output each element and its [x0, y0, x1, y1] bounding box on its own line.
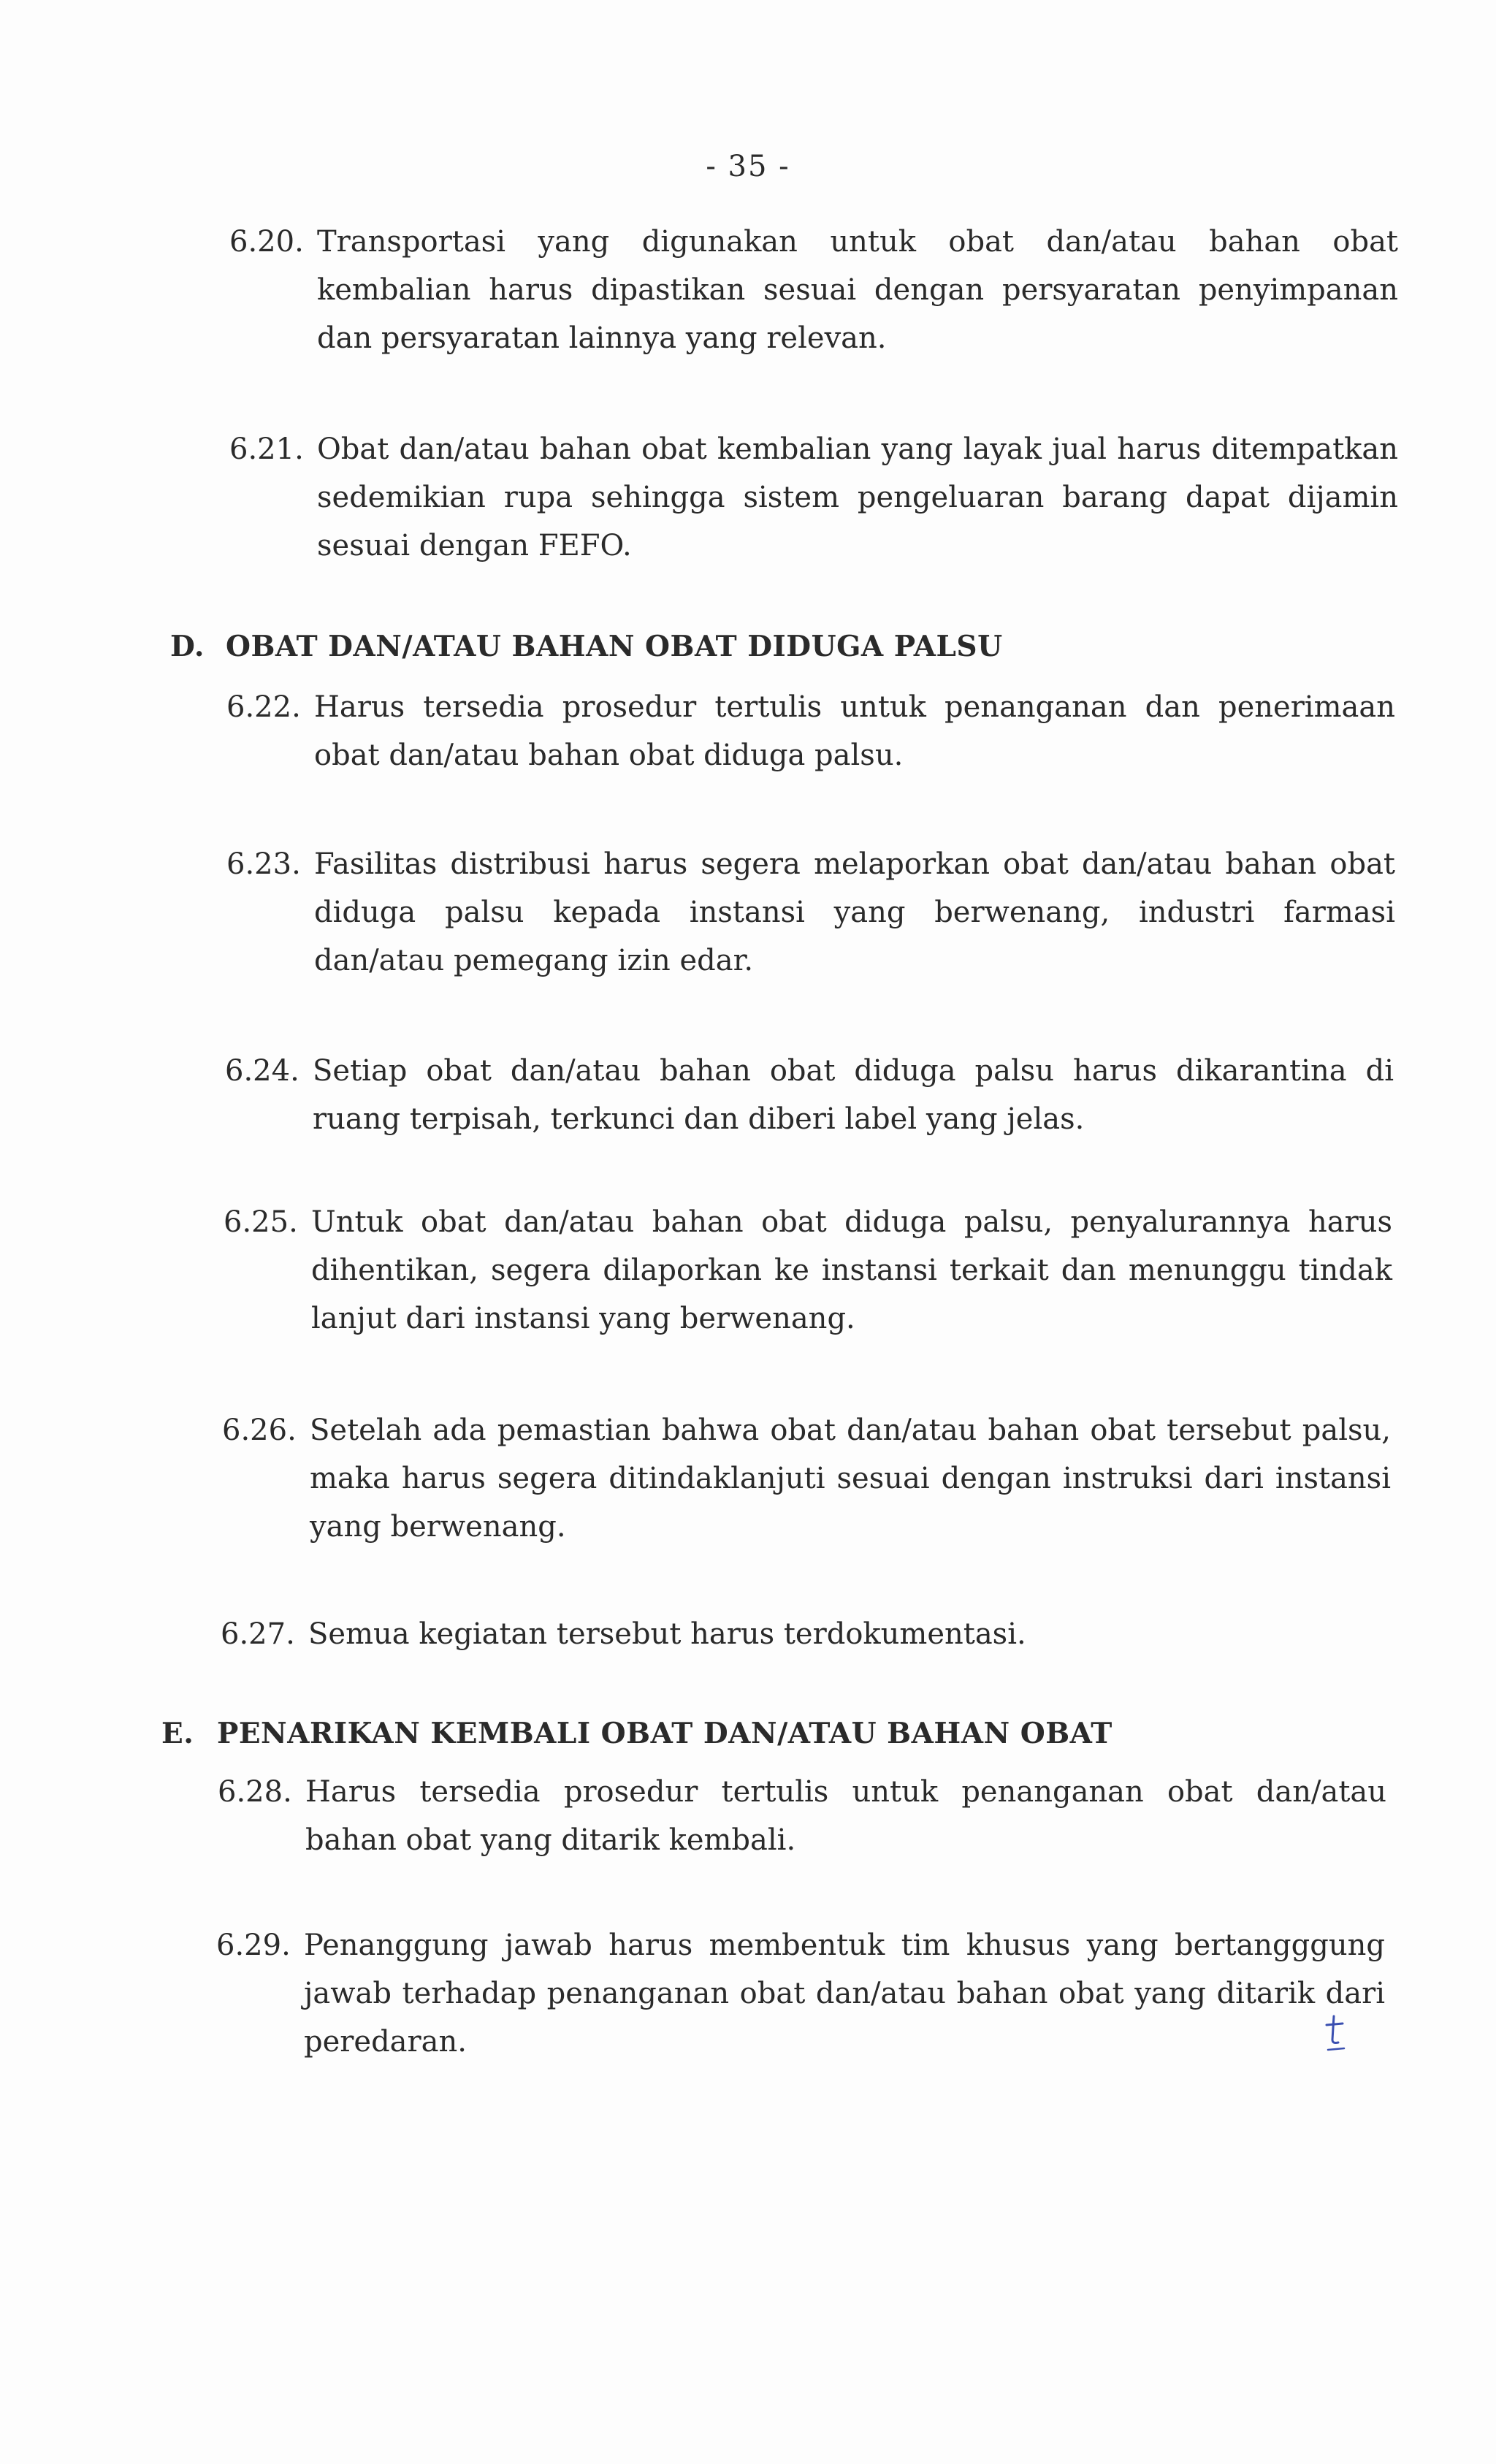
list-item-6-20 — [229, 218, 1398, 362]
item-text: Penanggung jawab harus membentuk tim khusus yang bertangggung jawab terhadap penanganan obat dan/atau bahan obat yang ditarik dari peredaran. — [304, 1929, 1385, 2059]
handwritten-initial-icon — [1321, 2010, 1350, 2054]
section-letter: E. — [161, 1717, 194, 1750]
item-number: 6.27. — [221, 1617, 295, 1651]
list-item-6-21 — [229, 425, 1398, 570]
item-number: 6.26. — [222, 1414, 297, 1447]
item-number: 6.20. — [229, 225, 304, 259]
item-text: Harus tersedia prosedur tertulis untuk penanganan obat dan/atau bahan obat yang ditarik kembali. — [305, 1775, 1386, 1857]
item-text: Transportasi yang digunakan untuk obat dan/atau bahan obat kembalian harus dipastikan sesuai dengan persyaratan penyimpanan dan persyaratan lainnya yang relevan. — [317, 225, 1398, 355]
item-number: 6.25. — [224, 1205, 298, 1239]
item-number: 6.28. — [218, 1775, 292, 1809]
item-text: Semua kegiatan tersebut harus terdokumentasi. — [308, 1617, 1026, 1651]
item-number: 6.29. — [216, 1929, 291, 1962]
item-number: 6.23. — [226, 847, 301, 881]
item-text: Obat dan/atau bahan obat kembalian yang layak jual harus ditempatkan sedemikian rupa sehingga sistem pengeluaran barang dapat dijamin sesuai dengan FEFO. — [317, 432, 1398, 562]
item-number: 6.24. — [225, 1054, 299, 1088]
list-item-6-23 — [226, 840, 1395, 985]
item-text: Fasilitas distribusi harus segera melaporkan obat dan/atau bahan obat diduga palsu kepada instansi yang berwenang, industri farmasi dan/atau pemegang izin edar. — [314, 847, 1395, 977]
item-number: 6.22. — [226, 690, 301, 724]
list-item-6-27 — [221, 1610, 1389, 1658]
list-item-6-25 — [224, 1198, 1392, 1343]
section-title: OBAT DAN/ATAU BAHAN OBAT DIDUGA PALSU — [226, 630, 1003, 663]
item-text: Setelah ada pemastian bahwa obat dan/atau bahan obat tersebut palsu, maka harus segera ditindaklanjuti sesuai dengan instruksi dari instansi yang berwenang. — [310, 1414, 1391, 1544]
list-item-6-22 — [226, 683, 1395, 779]
item-text: Setiap obat dan/atau bahan obat diduga palsu harus dikarantina di ruang terpisah, terkunci dan diberi label yang jelas. — [313, 1054, 1394, 1136]
item-number: 6.21. — [229, 432, 304, 466]
section-letter: D. — [170, 630, 205, 663]
item-text: Untuk obat dan/atau bahan obat diduga palsu, penyalurannya harus dihentikan, segera dilaporkan ke instansi terkait dan menunggu tindak lanjut dari instansi yang berwenang. — [311, 1205, 1392, 1335]
list-item-6-29 — [216, 1921, 1385, 2066]
list-item-6-28 — [218, 1768, 1386, 1864]
list-item-6-26 — [222, 1406, 1391, 1551]
list-item-6-24 — [225, 1047, 1394, 1143]
page-number: - 35 - — [706, 150, 790, 183]
section-heading-e — [161, 1717, 1113, 1750]
item-text: Harus tersedia prosedur tertulis untuk penanganan dan penerimaan obat dan/atau bahan obat diduga palsu. — [314, 690, 1395, 772]
section-title: PENARIKAN KEMBALI OBAT DAN/ATAU BAHAN OBAT — [217, 1717, 1113, 1750]
section-heading-d — [170, 630, 1003, 663]
